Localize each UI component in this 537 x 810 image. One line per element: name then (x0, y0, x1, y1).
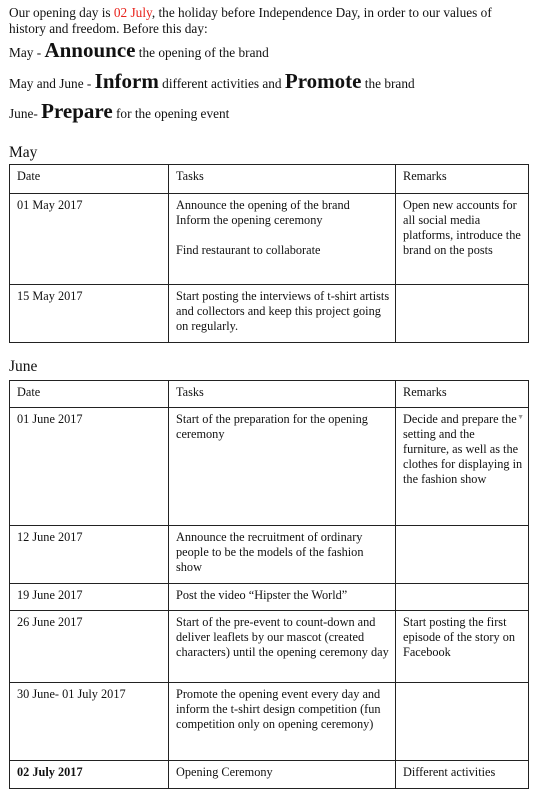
row-date: 01 June 2017 (10, 408, 169, 526)
row-task: Start posting the interviews of t-shirt artists and collectors and keep this project going on regularly. (169, 285, 396, 343)
row-date: 30 June- 01 July 2017 (10, 683, 169, 761)
row-date: 26 June 2017 (10, 611, 169, 683)
row-remarks (396, 285, 529, 343)
dropdown-arrow-icon: ▼ (517, 413, 524, 421)
may-schedule-table (9, 164, 529, 343)
row-task: Start of the pre-event to count-down and deliver leaflets by our mascot (created characters) until the opening ceremony day (169, 611, 396, 683)
row-date: 02 July 2017 (10, 761, 169, 789)
table-row (10, 584, 529, 611)
row-task: Post the video “Hipster the World” (169, 584, 396, 611)
task-line: Inform the opening ceremony (176, 213, 323, 227)
plan-verb-promote: Promote (284, 69, 362, 93)
section-title-may: May (9, 144, 38, 161)
plan-line-may-june (9, 69, 415, 94)
table-row (10, 683, 529, 761)
header-remarks: Remarks (396, 165, 529, 194)
header-tasks: Tasks (169, 165, 396, 194)
intro-text-after: , the holiday before Independence Day, in order to our values of history and freedom. Before this day: (9, 5, 492, 36)
plan-verb-prepare: Prepare (41, 99, 113, 123)
plan-suffix: the brand (361, 76, 415, 91)
header-remarks: Remarks (396, 381, 529, 408)
june-schedule-table (9, 380, 529, 789)
plan-suffix: the opening of the brand (135, 45, 269, 60)
plan-verb-announce: Announce (44, 38, 136, 62)
row-remarks (396, 408, 529, 526)
plan-prefix: May and June - (9, 76, 95, 91)
row-task: Start of the preparation for the opening ceremony (169, 408, 396, 526)
row-remarks (396, 683, 529, 761)
row-remarks (396, 584, 529, 611)
plan-middle: different activities and (158, 76, 285, 91)
plan-prefix: June- (9, 106, 42, 121)
table-row (10, 408, 529, 526)
table-row (10, 526, 529, 584)
remarks-text: Decide and prepare the setting and the furniture, as well as the clothes for displaying in the fashion show (403, 412, 523, 486)
intro-paragraph (9, 5, 529, 37)
row-remarks: Open new accounts for all social media platforms, introduce the brand on the posts (396, 194, 529, 285)
plan-verb-inform: Inform (94, 69, 159, 93)
section-title-june: June (9, 358, 38, 375)
table-header-row (10, 165, 529, 194)
plan-line-june (9, 99, 229, 124)
row-task (169, 194, 396, 285)
row-date: 15 May 2017 (10, 285, 169, 343)
opening-date-highlight: 02 July (113, 5, 152, 20)
table-row (10, 285, 529, 343)
row-remarks (396, 526, 529, 584)
plan-line-may (9, 38, 269, 63)
row-date: 12 June 2017 (10, 526, 169, 584)
row-task: Announce the recruitment of ordinary people to be the models of the fashion show (169, 526, 396, 584)
header-tasks: Tasks (169, 381, 396, 408)
table-row (10, 194, 529, 285)
row-remarks: Start posting the first episode of the story on Facebook (396, 611, 529, 683)
intro-text-before: Our opening day is (9, 5, 114, 20)
table-row (10, 761, 529, 789)
task-line: Find restaurant to collaborate (176, 243, 321, 257)
table-row (10, 611, 529, 683)
row-date: 01 May 2017 (10, 194, 169, 285)
row-task: Promote the opening event every day and inform the t-shirt design competition (fun competition only on opening ceremony) (169, 683, 396, 761)
plan-prefix: May - (9, 45, 45, 60)
task-line: Announce the opening of the brand (176, 198, 350, 212)
table-header-row (10, 381, 529, 408)
row-task: Opening Ceremony (169, 761, 396, 789)
header-date: Date (10, 165, 169, 194)
row-date: 19 June 2017 (10, 584, 169, 611)
plan-suffix: for the opening event (112, 106, 230, 121)
row-remarks: Different activities (396, 761, 529, 789)
header-date: Date (10, 381, 169, 408)
